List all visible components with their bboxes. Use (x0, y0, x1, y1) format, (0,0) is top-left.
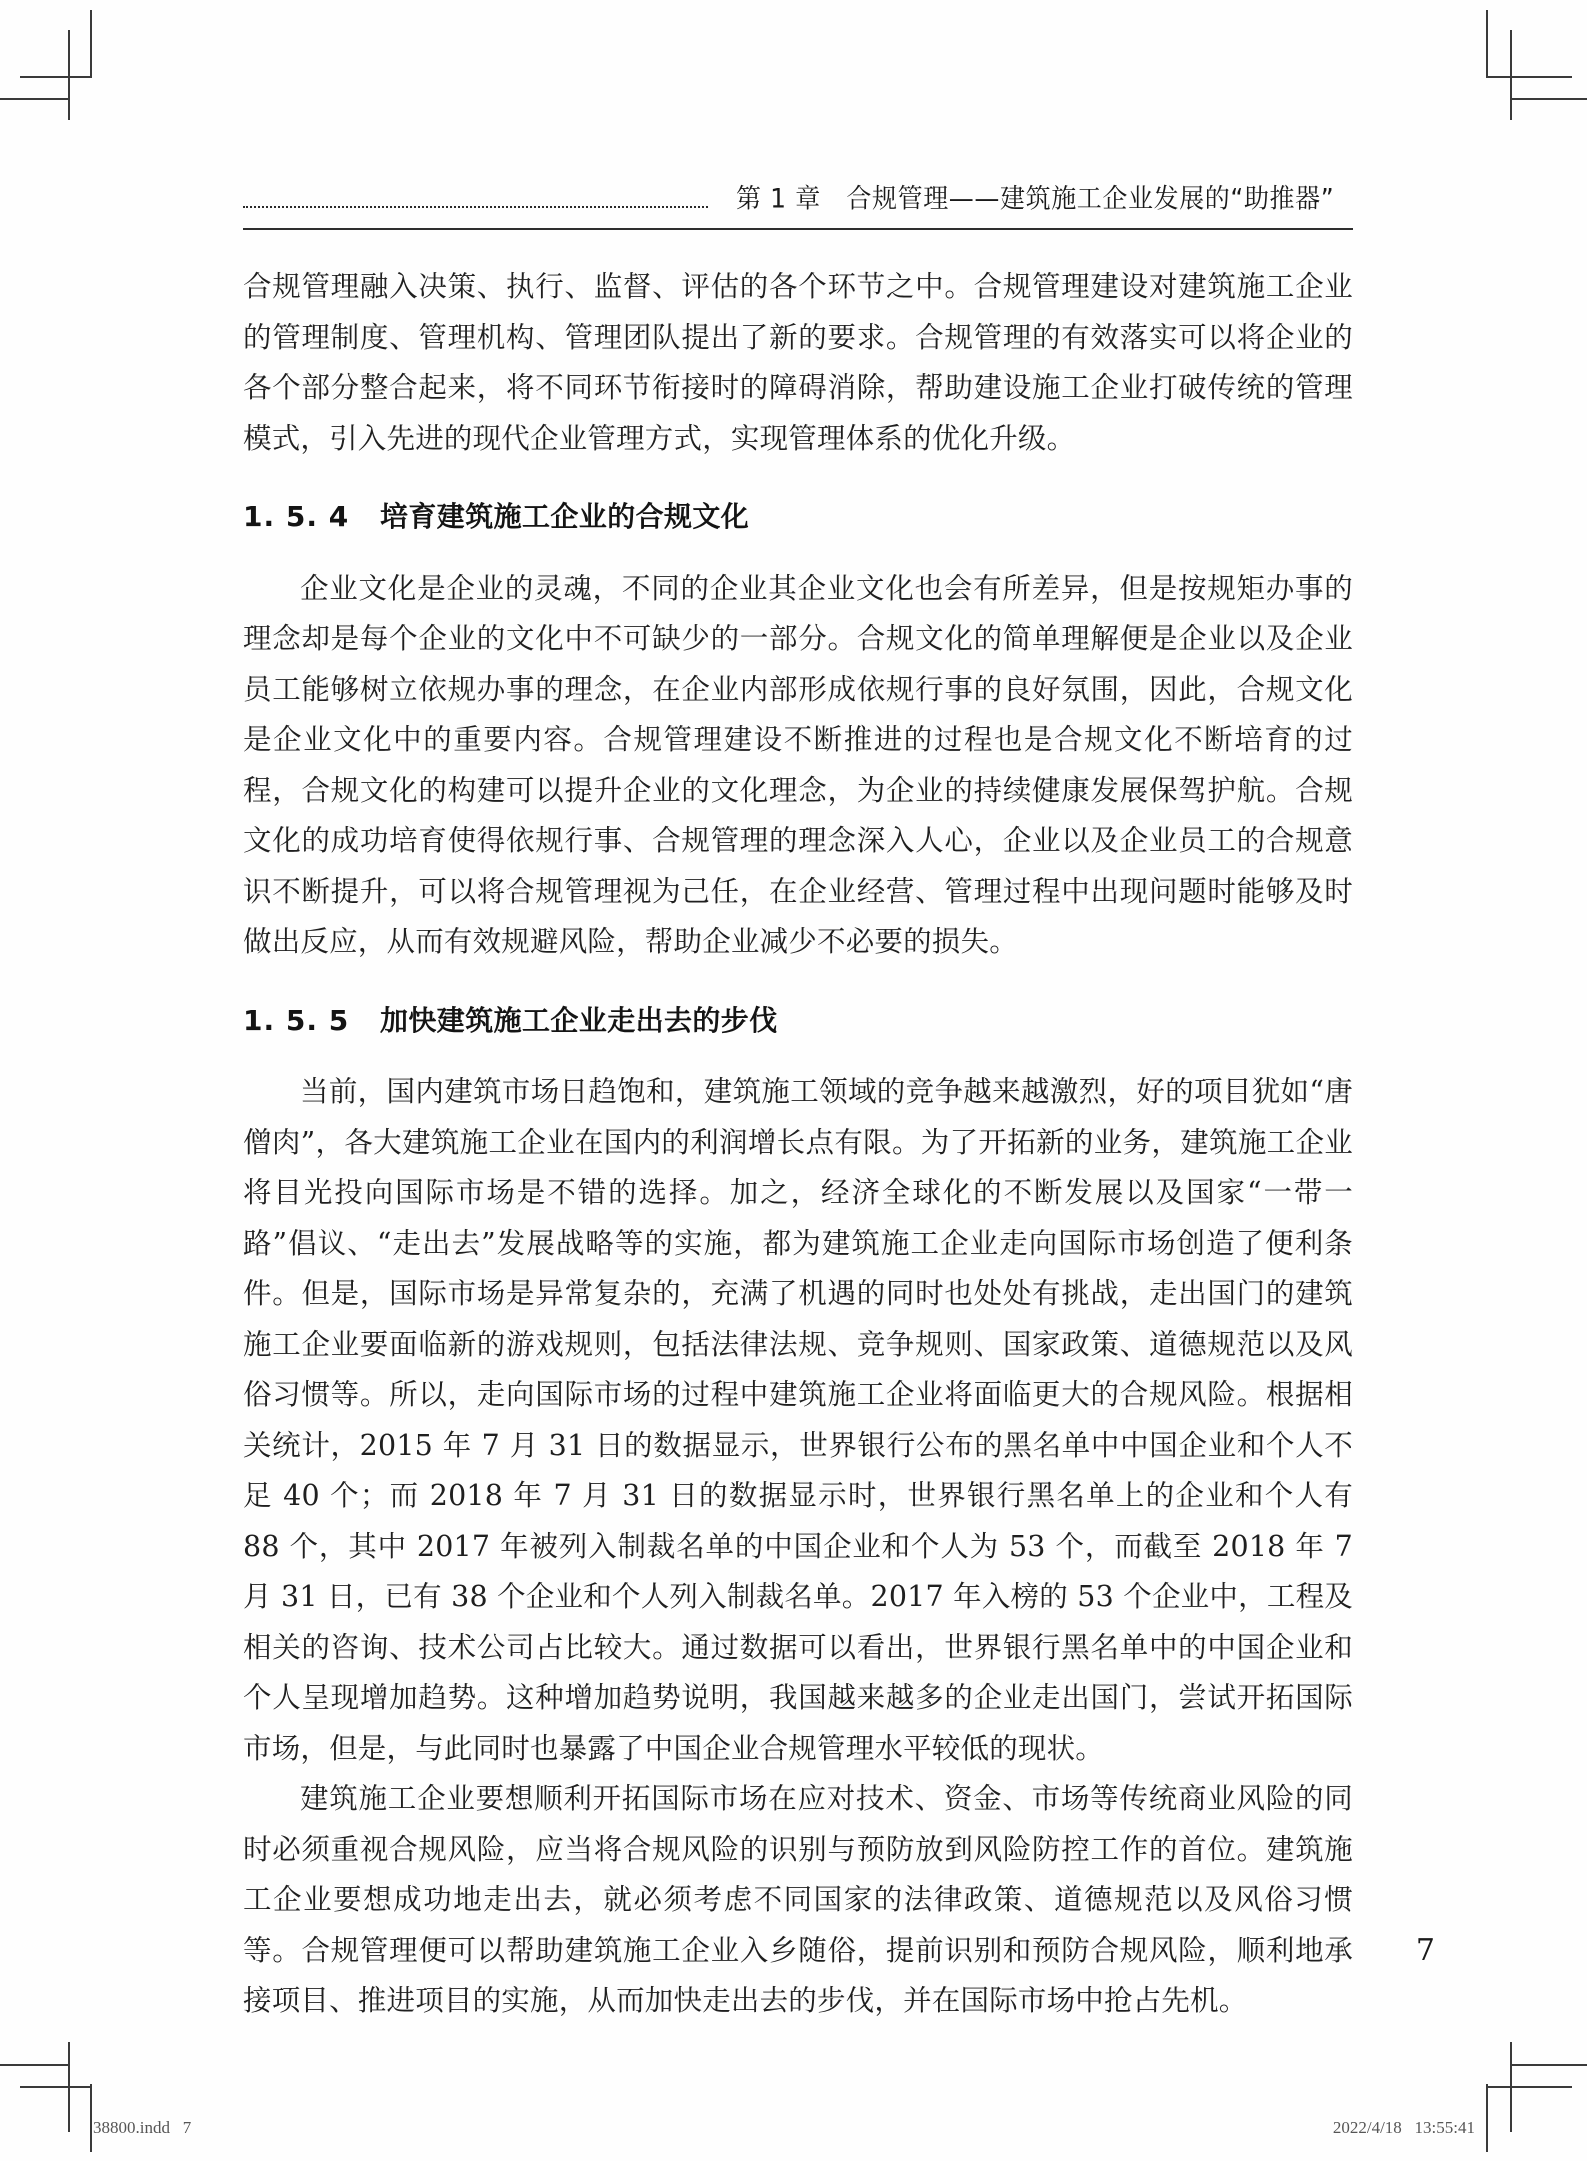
page-number: 7 (1415, 1933, 1435, 1968)
running-head-rule (243, 228, 1353, 230)
paragraph-risk-management: 建筑施工企业要想顺利开拓国际市场在应对技术、资金、市场等传统商业风险的同时必须重视合规风险，应当将合规风险的识别与预防放到风险防控工作的首位。建筑施工企业要想成功地走出去，就必须考虑不同国家的法律政策、道德规范以及风俗习惯等。合规管理便可以帮助建筑施工企业入乡随俗，提前识别和预防合规风险，顺利地承接项目、推进项目的实施，从而加快走出去的步伐，并在国际市场中抢占先机。 (243, 1782, 1353, 2018)
page-body (243, 262, 1353, 2027)
paragraph-going-global: 当前，国内建筑市场日趋饱和，建筑施工领域的竞争越来越激烈，好的项目犹如“唐僧肉”，各大建筑施工企业在国内的利润增长点有限。为了开拓新的业务，建筑施工企业将目光投向国际市场是不错的选择。加之，经济全球化的不断发展以及国家“一带一路”倡议、“走出去”发展战略等的实施，都为建筑施工企业走向国际市场创造了便利条件。但是，国际市场是异常复杂的，充满了机遇的同时也处处有挑战，走出国门的建筑施工企业要面临新的游戏规则，包括法律法规、竞争规则、国家政策、道德规范以及风俗习惯等。所以，走向国际市场的过程中建筑施工企业将面临更大的合规风险。根据相关统计，2015 年 7 月 31 日的数据显示，世界银行公布的黑名单中中国企业和个人不足 40 个；而 2018 年 7 月 31 日的数据显示时，世界银行黑名单上的企业和个人有 88 个，其中 2017 年被列入制裁名单的中国企业和个人为 53 个，而截至 2018 年 7 月 31 日，已有 38 个企业和个人列入制裁名单。2017 年入榜的 53 个企业中，工程及相关的咨询、技术公司占比较大。通过数据可以看出，世界银行黑名单中的中国企业和个人呈现增加趋势。这种增加趋势说明，我国越来越多的企业走出国门，尝试开拓国际市场，但是，与此同时也暴露了中国企业合规管理水平较低的现状。 (243, 1075, 1353, 1765)
crop-mark-line (20, 2086, 90, 2088)
paragraph-compliance-culture: 企业文化是企业的灵魂，不同的企业其企业文化也会有所差异，但是按规矩办事的理念却是每个企业的文化中不可缺少的一部分。合规文化的简单理解便是企业以及企业员工能够树立依规办事的理念，在企业内部形成依规行事的良好氛围，因此，合规文化是企业文化中的重要内容。合规管理建设不断推进的过程也是合规文化不断培育的过程，合规文化的构建可以提升企业的文化理念，为企业的持续健康发展保驾护航。合规文化的成功培育使得依规行事、合规管理的理念深入人心，企业以及企业员工的合规意识不断提升，可以将合规管理视为己任，在企业经营、管理过程中出现问题时能够及时做出反应，从而有效规避风险，帮助企业减少不必要的损失。 (243, 571, 1353, 959)
crop-mark-line (1510, 2042, 1512, 2132)
crop-mark-line (1486, 10, 1488, 78)
paragraph-intro: 合规管理融入决策、执行、监督、评估的各个环节之中。合规管理建设对建筑施工企业的管理制度、管理机构、管理团队提出了新的要求。合规管理的有效落实可以将企业的各个部分整合起来，将不同环节衔接时的障碍消除，帮助建设施工企业打破传统的管理模式，引入先进的现代企业管理方式，实现管理体系的优化升级。 (243, 270, 1353, 455)
crop-mark-top-right (1440, 10, 1570, 120)
crop-mark-top-left (20, 10, 150, 120)
imposition-slug-timestamp: 2022/4/18 13:55:41 (1332, 2118, 1475, 2137)
crop-mark-line (0, 98, 68, 100)
crop-mark-line (20, 76, 90, 78)
section-title: 加快建筑施工企业走出去的步伐 (380, 1003, 778, 1037)
spacer (243, 1037, 1353, 1067)
crop-mark-line (1486, 76, 1572, 78)
spacer (243, 464, 1353, 500)
crop-mark-line (68, 30, 70, 120)
section-number: 1. 5. 4 (243, 500, 350, 533)
crop-mark-line (90, 10, 92, 78)
section-heading-1-5-4 (243, 500, 1353, 534)
running-head-title: 第 1 章 合规管理——建筑施工企业发展的“助推器” (736, 183, 1335, 215)
spacer (243, 534, 1353, 564)
section-title: 培育建筑施工企业的合规文化 (380, 500, 750, 533)
crop-mark-line (1486, 2086, 1572, 2088)
crop-mark-line (0, 2064, 68, 2066)
crop-mark-line (1510, 2064, 1587, 2066)
crop-mark-line (68, 2042, 70, 2132)
crop-mark-line (1486, 2084, 1488, 2152)
imposition-slug-filename: 38800.indd 7 (93, 2118, 192, 2137)
section-heading-1-5-5 (243, 1004, 1353, 1038)
spacer (243, 968, 1353, 1004)
section-number: 1. 5. 5 (243, 1003, 350, 1037)
dotted-leader-icon (243, 192, 708, 214)
crop-mark-line (1510, 98, 1587, 100)
crop-mark-line (90, 2084, 92, 2152)
crop-mark-line (1510, 30, 1512, 120)
running-head (243, 183, 1353, 215)
